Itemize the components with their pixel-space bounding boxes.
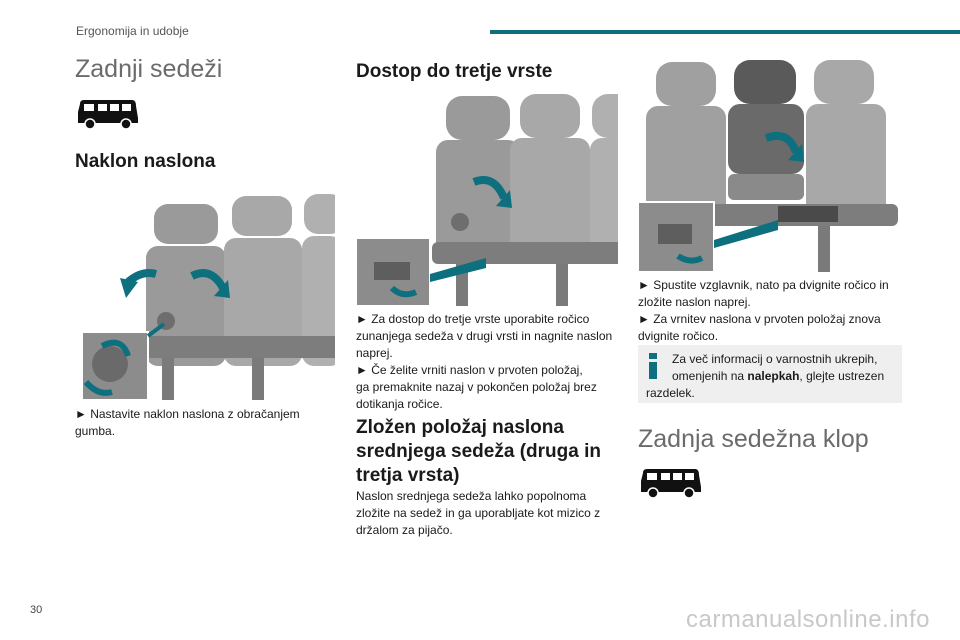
col2-para-line-3: držalom za pijačo.	[356, 523, 453, 537]
heading-dostop-do-tretje-vrste: Dostop do tretje vrste	[356, 61, 553, 82]
col2-para-line-1: Naslon srednjega sedeža lahko popolnoma	[356, 489, 587, 503]
header-section-title: Ergonomija in udobje	[76, 24, 189, 38]
info-icon	[648, 353, 658, 379]
seat-recline-illustration	[82, 186, 335, 400]
col3-line-4: dvignite ročico.	[638, 329, 719, 343]
heading2-line-1: Zložen položaj naslona	[356, 417, 564, 438]
page-number: 30	[30, 604, 43, 616]
third-row-access-illustration	[356, 92, 618, 306]
subheading-naklon-naslona: Naklon naslona	[75, 151, 216, 172]
minibus-icon-2	[639, 465, 703, 499]
col2-instructions	[356, 311, 618, 413]
info-line-2-post: , glejte ustrezen	[799, 369, 885, 383]
info-box	[638, 345, 902, 403]
minibus-icon	[76, 96, 140, 130]
col2-line-3: naprej.	[356, 346, 393, 360]
header-accent-bar	[490, 30, 960, 34]
watermark: carmanualsonline.info	[686, 606, 930, 633]
heading-zlozen-polozaj	[356, 416, 618, 488]
info-line-1: Za več informacij o varnostnih ukrepih,	[672, 352, 878, 366]
col1-line-1: ► Nastavite naklon naslona z obračanjem	[75, 407, 300, 421]
col2-line-2: zunanjega sedeža v drugi vrsti in nagnite naslon	[356, 329, 613, 343]
col2-line-4: ► Če želite vrniti naslon v prvoten položaj,	[356, 363, 583, 377]
info-text	[672, 351, 897, 385]
col2-line-5: ga premaknite nazaj v pokončen položaj brez	[356, 380, 597, 394]
table-position-illustration	[638, 56, 900, 272]
col2-line-6: dotikanja ročice.	[356, 397, 443, 411]
col1-instructions	[75, 406, 335, 440]
info-line-2-bold: nalepkah	[747, 369, 800, 383]
section-title-zadnji-sedezi: Zadnji sedeži	[75, 55, 223, 83]
col3-line-3: ► Za vrnitev naslona v prvoten položaj znova	[638, 312, 881, 326]
col2-para-line-2: zložite na sedež in ga uporabljate kot mizico z	[356, 506, 601, 520]
col3-line-1: ► Spustite vzglavnik, nato pa dvignite ročico in	[638, 278, 889, 292]
heading2-line-2: srednjega sedeža (druga in	[356, 441, 601, 462]
info-line-2-pre: omenjenih na	[672, 369, 748, 383]
info-line-3: razdelek.	[646, 386, 695, 400]
col3-line-2: zložite naslon naprej.	[638, 295, 751, 309]
col2-line-1: ► Za dostop do tretje vrste uporabite ročico	[356, 312, 590, 326]
col2-paragraph	[356, 488, 618, 539]
section-title-zadnja-sedezna-klop: Zadnja sedežna klop	[638, 425, 869, 453]
col3-instructions	[638, 277, 902, 345]
col1-line-2: gumba.	[75, 424, 116, 438]
heading2-line-3: tretja vrsta)	[356, 465, 460, 486]
info-line-2	[672, 368, 897, 385]
